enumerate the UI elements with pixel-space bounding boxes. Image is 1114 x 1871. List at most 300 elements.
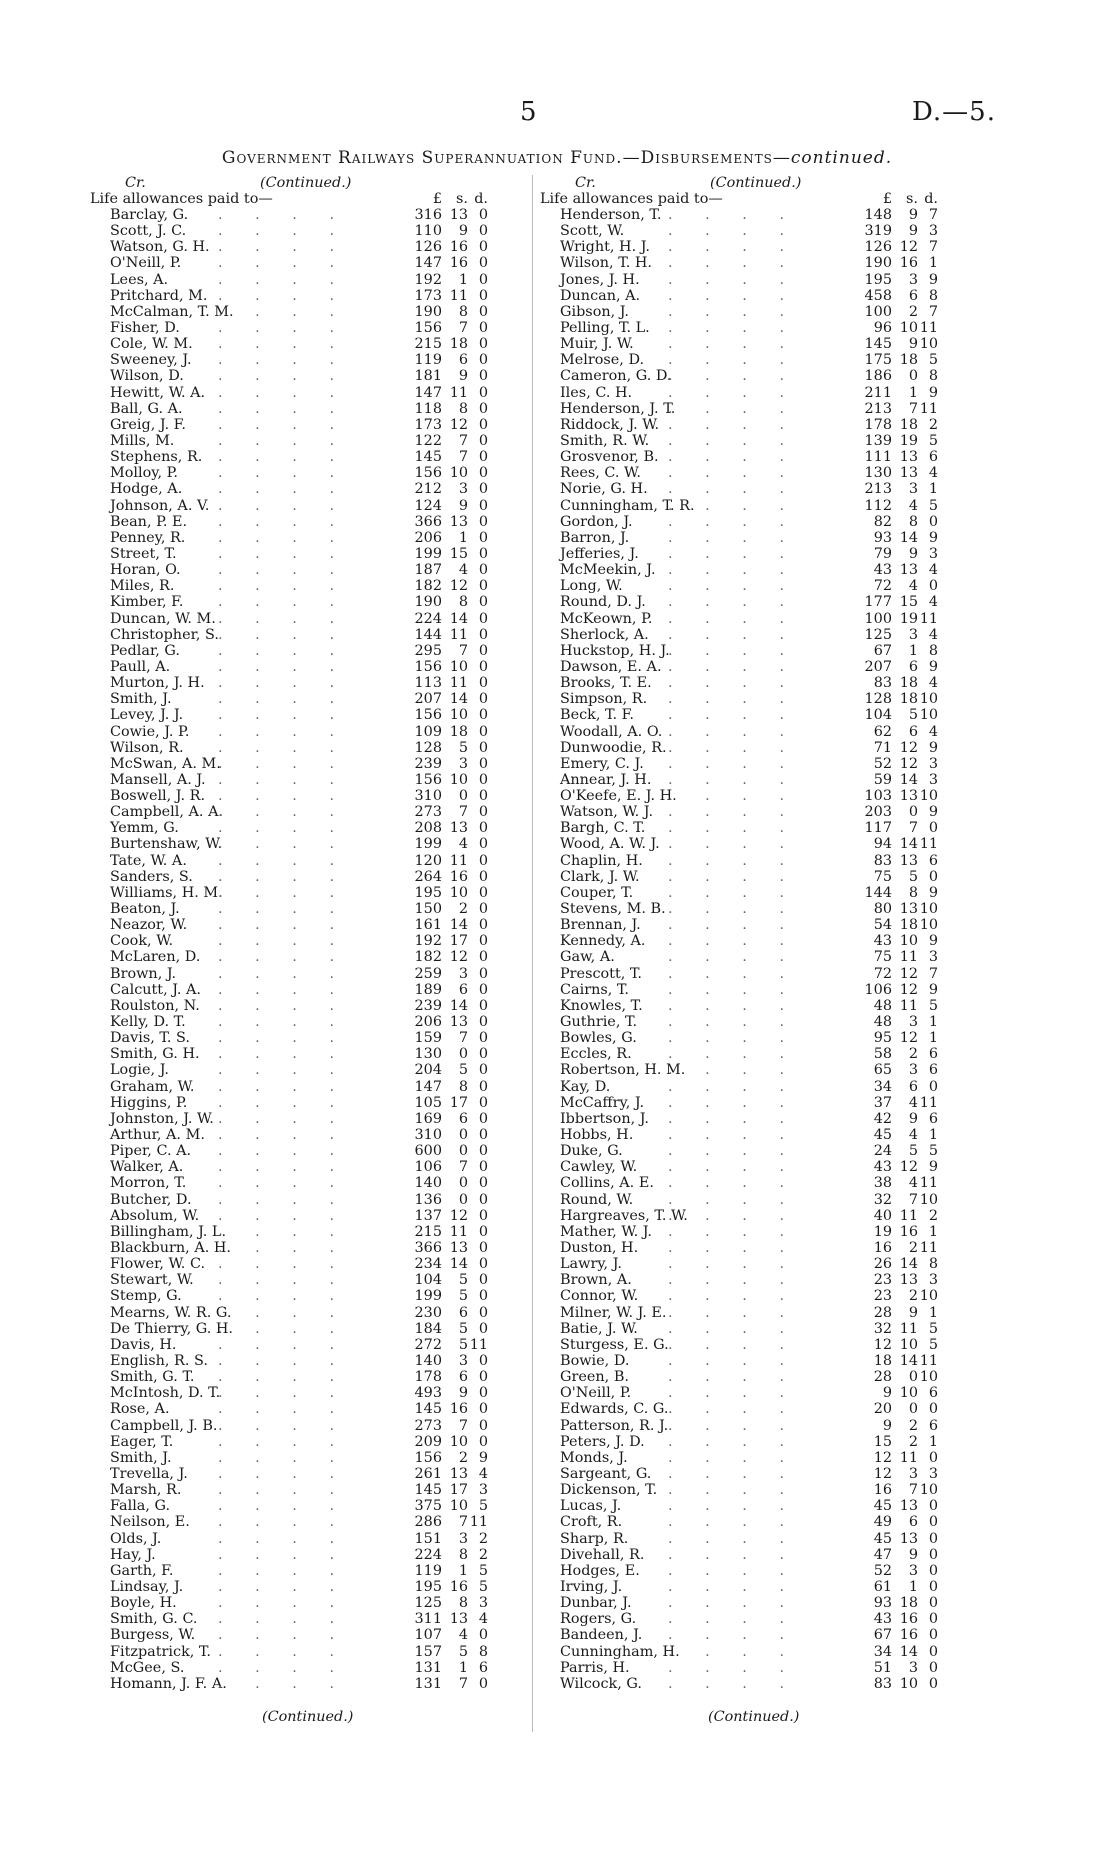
leader-dots: . . . . — [668, 820, 799, 837]
amount-shillings: 13 — [899, 1498, 918, 1515]
amount-pounds: 71 — [873, 739, 892, 756]
amount-pence: 3 — [928, 771, 938, 788]
table-row — [90, 627, 540, 643]
leader-dots: . . . . — [218, 255, 349, 272]
table-row — [90, 1272, 540, 1288]
amount-shillings: 14 — [899, 771, 918, 788]
leader-dots: . . . . — [668, 1562, 799, 1579]
table-row — [540, 1321, 990, 1337]
table-row — [540, 756, 990, 772]
leader-dots: . . . . — [668, 755, 799, 772]
leader-dots: . . . . — [218, 1369, 349, 1386]
leader-dots: . . . . — [218, 949, 349, 966]
leader-dots: . . . . — [668, 481, 799, 498]
amount-pounds: 79 — [873, 545, 892, 562]
pensioner-name: Johnson, A. V. — [110, 497, 210, 514]
amount-shillings: 4 — [458, 562, 468, 579]
table-row — [90, 1062, 540, 1078]
amount-shillings: 13 — [899, 852, 918, 869]
amount-pence: 0 — [478, 400, 488, 417]
pensioner-name: De Thierry, G. H. — [110, 1320, 233, 1337]
amount-pence: 0 — [478, 788, 488, 805]
leader-dots: . . . . — [218, 449, 349, 466]
pensioner-name: McLaren, D. — [110, 949, 201, 966]
pensioner-name: McCalman, T. M. — [110, 303, 234, 320]
amount-pence: 0 — [478, 271, 488, 288]
leader-dots: . . . . — [218, 1433, 349, 1450]
leader-dots: . . . . — [218, 1127, 349, 1144]
amount-pounds: 178 — [414, 1369, 442, 1386]
amount-pounds: 178 — [864, 416, 892, 433]
amount-pence: 10 — [919, 788, 938, 805]
pensioner-name: Gaw, A. — [560, 949, 615, 966]
amount-pence: 3 — [928, 1465, 938, 1482]
amount-pounds: 458 — [864, 287, 892, 304]
table-row — [540, 998, 990, 1014]
amount-shillings: 7 — [458, 319, 468, 336]
pensioner-name: Mearns, W. R. G. — [110, 1304, 232, 1321]
pensioner-name: Lawry, J. — [560, 1256, 622, 1273]
leader-dots: . . . . — [668, 1175, 799, 1192]
amount-shillings: 0 — [458, 1143, 468, 1160]
amount-pounds: 206 — [414, 529, 442, 546]
amount-shillings: 6 — [908, 287, 918, 304]
leader-dots: . . . . — [668, 529, 799, 546]
leader-dots: . . . . — [218, 1256, 349, 1273]
right-life-allowances-label: Life allowances paid to— — [540, 191, 723, 207]
table-row — [540, 917, 990, 933]
amount-pounds: 192 — [414, 271, 442, 288]
pensioner-name: Watson, W. J. — [560, 804, 654, 821]
pensioner-name: Mansell, A. J. — [110, 771, 206, 788]
pensioner-name: Street, T. — [110, 545, 177, 562]
amount-pounds: 12 — [873, 1336, 892, 1353]
amount-pounds: 109 — [414, 723, 442, 740]
amount-pounds: 43 — [873, 1159, 892, 1176]
amount-pence: 9 — [928, 739, 938, 756]
amount-pence: 0 — [478, 658, 488, 675]
leader-dots: . . . . — [218, 497, 349, 514]
table-row — [540, 804, 990, 820]
table-row — [90, 368, 540, 384]
amount-shillings: 3 — [908, 481, 918, 498]
amount-pounds: 189 — [414, 981, 442, 998]
amount-pounds: 16 — [873, 1240, 892, 1256]
amount-shillings: 18 — [899, 675, 918, 692]
pensioner-name: Pelling, T. L. — [560, 319, 650, 336]
table-row — [540, 385, 990, 401]
table-row — [90, 675, 540, 691]
amount-pounds: 26 — [873, 1256, 892, 1273]
amount-shillings: 16 — [899, 1611, 918, 1628]
amount-shillings: 8 — [458, 400, 468, 417]
leader-dots: . . . . — [668, 949, 799, 966]
amount-pounds: 32 — [873, 1191, 892, 1208]
amount-shillings: 10 — [449, 1433, 468, 1450]
pensioner-name: Cawley, W. — [560, 1159, 638, 1176]
pensioner-name: Henderson, J. T. — [560, 400, 676, 417]
table-row — [540, 933, 990, 949]
table-row — [540, 352, 990, 368]
leader-dots: . . . . — [668, 917, 799, 934]
amount-shillings: 9 — [458, 1385, 468, 1402]
amount-pence: 10 — [919, 917, 938, 934]
amount-pence: 11 — [919, 400, 938, 417]
amount-pounds: 187 — [414, 562, 442, 579]
leader-dots: . . . . — [668, 884, 799, 901]
pensioner-name: Pritchard, M. — [110, 287, 208, 304]
table-row — [540, 562, 990, 578]
amount-shillings: 14 — [899, 1352, 918, 1369]
amount-pounds: 145 — [414, 1401, 442, 1418]
table-row — [540, 1030, 990, 1046]
amount-pence: 9 — [478, 1449, 488, 1466]
leader-dots: . . . . — [218, 1546, 349, 1563]
table-row — [90, 1127, 540, 1143]
amount-shillings: 10 — [449, 707, 468, 724]
pensioner-name: Cairns, T. — [560, 981, 629, 998]
amount-pence: 0 — [478, 933, 488, 950]
pensioner-name: Smith, G. C. — [110, 1611, 198, 1628]
amount-pounds: 49 — [873, 1514, 892, 1531]
amount-pence: 4 — [928, 723, 938, 740]
amount-pounds: 151 — [414, 1530, 442, 1547]
amount-shillings: 10 — [899, 1675, 918, 1692]
pensioner-name: Billingham, J. L. — [110, 1223, 227, 1240]
table-row — [90, 1660, 540, 1676]
amount-pence: 5 — [928, 352, 938, 369]
pensioner-name: Wilson, T. H. — [560, 255, 652, 272]
amount-pence: 5 — [478, 1498, 488, 1515]
pensioner-name: Levey, J. J. — [110, 707, 184, 724]
amount-pounds: 230 — [414, 1304, 442, 1321]
amount-shillings: 9 — [908, 223, 918, 240]
leader-dots: . . . . — [218, 626, 349, 643]
table-row — [90, 611, 540, 627]
leader-dots: . . . . — [218, 691, 349, 708]
leader-dots: . . . . — [218, 1336, 349, 1353]
table-row — [540, 1305, 990, 1321]
pensioner-name: Guthrie, T. — [560, 1014, 638, 1031]
table-row — [540, 433, 990, 449]
table-row — [90, 255, 540, 271]
table-row — [540, 239, 990, 255]
left-pounds-header: £ — [432, 191, 442, 207]
pensioner-name: Wilson, R. — [110, 739, 184, 756]
right-footer-continued: (Continued.) — [708, 1709, 800, 1725]
leader-dots: . . . . — [668, 497, 799, 514]
amount-pounds: 80 — [873, 901, 892, 918]
leader-dots: . . . . — [218, 997, 349, 1014]
amount-shillings: 7 — [458, 1514, 468, 1531]
amount-pence: 6 — [478, 1659, 488, 1676]
amount-pounds: 16 — [873, 1482, 892, 1499]
amount-pounds: 131 — [414, 1659, 442, 1676]
pensioner-name: Cowie, J. P. — [110, 723, 190, 740]
leader-dots: . . . . — [218, 1578, 349, 1595]
amount-pence: 11 — [919, 836, 938, 853]
amount-shillings: 8 — [908, 884, 918, 901]
pensioner-name: Bowles, G. — [560, 1030, 637, 1047]
amount-pounds: 120 — [414, 852, 442, 869]
left-continued-label: (Continued.) — [260, 175, 352, 191]
leader-dots: . . . . — [668, 836, 799, 853]
pensioner-name: Woodall, A. O. — [560, 723, 663, 740]
amount-pounds: 182 — [414, 949, 442, 966]
table-row — [90, 659, 540, 675]
table-row — [90, 1644, 540, 1660]
amount-pence: 0 — [478, 1046, 488, 1063]
amount-pence: 5 — [928, 997, 938, 1014]
leader-dots: . . . . — [218, 1627, 349, 1644]
pensioner-name: Olds, J. — [110, 1530, 162, 1547]
table-row — [540, 1579, 990, 1595]
leader-dots: . . . . — [218, 1143, 349, 1160]
table-row — [90, 417, 540, 433]
pensioner-name: Bargh, C. T. — [560, 820, 646, 837]
amount-pounds: 159 — [414, 1030, 442, 1047]
amount-shillings: 14 — [449, 691, 468, 708]
amount-pence: 0 — [478, 739, 488, 756]
leader-dots: . . . . — [218, 1207, 349, 1224]
table-row — [540, 1627, 990, 1643]
table-row — [90, 1385, 540, 1401]
pensioner-name: Round, W. — [560, 1191, 634, 1208]
leader-dots: . . . . — [218, 271, 349, 288]
table-row — [540, 869, 990, 885]
pensioner-name: Wilson, D. — [110, 368, 184, 385]
leader-dots: . . . . — [668, 1240, 799, 1256]
pensioner-name: Brooks, T. E. — [560, 675, 652, 692]
amount-pence: 0 — [478, 1062, 488, 1079]
table-row — [90, 804, 540, 820]
amount-pence: 0 — [478, 1223, 488, 1240]
pensioner-name: Monds, J. — [560, 1449, 628, 1466]
table-row — [540, 465, 990, 481]
amount-pounds: 131 — [414, 1675, 442, 1692]
amount-pounds: 264 — [414, 868, 442, 885]
amount-pounds: 45 — [873, 1498, 892, 1515]
amount-pounds: 161 — [414, 917, 442, 934]
leader-dots: . . . . — [668, 771, 799, 788]
amount-pounds: 59 — [873, 771, 892, 788]
leader-dots: . . . . — [218, 287, 349, 304]
amount-shillings: 18 — [449, 723, 468, 740]
table-row — [540, 966, 990, 982]
table-row — [540, 1369, 990, 1385]
pensioner-name: Collins, A. E. — [560, 1175, 654, 1192]
table-row — [90, 1288, 540, 1304]
leader-dots: . . . . — [668, 901, 799, 918]
amount-pounds: 273 — [414, 1417, 442, 1434]
table-row — [540, 1337, 990, 1353]
pensioner-name: Sturgess, E. G. — [560, 1336, 669, 1353]
amount-pounds: 95 — [873, 1030, 892, 1047]
leader-dots: . . . . — [668, 804, 799, 821]
table-row — [540, 1531, 990, 1547]
amount-pence: 8 — [928, 287, 938, 304]
amount-shillings: 13 — [449, 820, 468, 837]
amount-pence: 9 — [928, 658, 938, 675]
table-row — [90, 853, 540, 869]
amount-shillings: 6 — [908, 1078, 918, 1095]
amount-shillings: 1 — [908, 384, 918, 401]
pensioner-name: Williams, H. M. — [110, 884, 223, 901]
amount-pounds: 224 — [414, 1546, 442, 1563]
pensioner-name: Sweeney, J. — [110, 352, 192, 369]
amount-shillings: 3 — [908, 1562, 918, 1579]
leader-dots: . . . . — [218, 1288, 349, 1305]
leader-dots: . . . . — [218, 578, 349, 595]
pensioner-name: Cunningham, T. R. — [560, 497, 695, 514]
leader-dots: . . . . — [218, 1094, 349, 1111]
table-row — [540, 820, 990, 836]
leader-dots: . . . . — [218, 820, 349, 837]
pensioner-name: Morron, T. — [110, 1175, 187, 1192]
table-row — [90, 1401, 540, 1417]
left-allowance-list — [90, 207, 540, 1692]
table-row — [540, 1514, 990, 1530]
amount-shillings: 7 — [908, 400, 918, 417]
leader-dots: . . . . — [668, 319, 799, 336]
table-row — [90, 1514, 540, 1530]
amount-pounds: 199 — [414, 545, 442, 562]
amount-pounds: 105 — [414, 1094, 442, 1111]
pensioner-name: Kelly, D. T. — [110, 1014, 186, 1031]
amount-pence: 0 — [928, 1514, 938, 1531]
leader-dots: . . . . — [668, 1030, 799, 1047]
amount-pounds: 184 — [414, 1320, 442, 1337]
table-row — [90, 1369, 540, 1385]
table-row — [90, 1466, 540, 1482]
amount-pounds: 295 — [414, 642, 442, 659]
pensioner-name: Homann, J. F. A. — [110, 1675, 227, 1692]
pensioner-name: Garth, F. — [110, 1562, 174, 1579]
amount-pounds: 18 — [873, 1352, 892, 1369]
leader-dots: . . . . — [668, 933, 799, 950]
leader-dots: . . . . — [668, 271, 799, 288]
amount-shillings: 12 — [449, 1207, 468, 1224]
amount-pounds: 156 — [414, 658, 442, 675]
amount-pounds: 137 — [414, 1207, 442, 1224]
leader-dots: . . . . — [218, 368, 349, 385]
leader-dots: . . . . — [668, 513, 799, 530]
amount-pounds: 213 — [864, 481, 892, 498]
amount-shillings: 8 — [458, 1595, 468, 1612]
amount-shillings: 8 — [458, 1078, 468, 1095]
amount-pence: 0 — [478, 578, 488, 595]
leader-dots: . . . . — [218, 400, 349, 417]
amount-shillings: 13 — [899, 788, 918, 805]
amount-shillings: 13 — [899, 1530, 918, 1547]
leader-dots: . . . . — [668, 981, 799, 998]
amount-pence: 10 — [919, 1191, 938, 1208]
leader-dots: . . . . — [218, 1223, 349, 1240]
table-row — [540, 1240, 990, 1256]
table-row — [540, 1014, 990, 1030]
table-row — [540, 724, 990, 740]
left-cr-label: Cr. — [125, 175, 146, 191]
amount-pence: 0 — [928, 1562, 938, 1579]
amount-pence: 9 — [928, 384, 938, 401]
pensioner-name: Duke, G. — [560, 1143, 623, 1160]
leader-dots: . . . . — [668, 1401, 799, 1418]
leader-dots: . . . . — [668, 207, 799, 223]
amount-pence: 10 — [919, 1288, 938, 1305]
amount-pence: 5 — [928, 1336, 938, 1353]
leader-dots: . . . . — [218, 965, 349, 982]
leader-dots: . . . . — [668, 1062, 799, 1079]
title-main: Government Railways Superannuation Fund.—Disbursements— — [221, 148, 791, 168]
leader-dots: . . . . — [668, 432, 799, 449]
amount-pence: 0 — [478, 1320, 488, 1337]
pensioner-name: Lindsay, J. — [110, 1578, 184, 1595]
amount-pence: 0 — [478, 336, 488, 353]
amount-pounds: 150 — [414, 901, 442, 918]
table-row — [540, 1208, 990, 1224]
amount-pence: 1 — [928, 1223, 938, 1240]
amount-pounds: 100 — [864, 610, 892, 627]
amount-shillings: 1 — [908, 1578, 918, 1595]
amount-pounds: 45 — [873, 1530, 892, 1547]
leader-dots: . . . . — [218, 352, 349, 369]
leader-dots: . . . . — [218, 1304, 349, 1321]
leader-dots: . . . . — [218, 1046, 349, 1063]
pensioner-name: Yemm, G. — [110, 820, 179, 837]
amount-pence: 6 — [928, 1062, 938, 1079]
amount-pence: 0 — [928, 578, 938, 595]
amount-pence: 0 — [928, 1401, 938, 1418]
amount-shillings: 16 — [449, 868, 468, 885]
table-row — [540, 627, 990, 643]
amount-shillings: 10 — [899, 933, 918, 950]
table-row — [90, 530, 540, 546]
table-row — [90, 901, 540, 917]
amount-pence: 0 — [478, 917, 488, 934]
amount-shillings: 13 — [449, 1014, 468, 1031]
leader-dots: . . . . — [668, 1385, 799, 1402]
amount-pence: 0 — [928, 1449, 938, 1466]
amount-pounds: 96 — [873, 319, 892, 336]
amount-pounds: 144 — [414, 626, 442, 643]
leader-dots: . . . . — [668, 852, 799, 869]
amount-shillings: 2 — [908, 1288, 918, 1305]
amount-pounds: 209 — [414, 1433, 442, 1450]
left-column-header — [90, 175, 540, 191]
amount-pounds: 67 — [873, 642, 892, 659]
amount-pounds: 9 — [882, 1385, 892, 1402]
table-row — [540, 982, 990, 998]
amount-pounds: 52 — [873, 1562, 892, 1579]
left-footer-continued: (Continued.) — [262, 1709, 354, 1725]
amount-pounds: 34 — [873, 1643, 892, 1660]
amount-shillings: 2 — [458, 901, 468, 918]
pensioner-name: Sharp, R. — [560, 1530, 629, 1547]
table-row — [90, 207, 540, 223]
amount-shillings: 6 — [908, 723, 918, 740]
amount-shillings: 5 — [458, 1336, 468, 1353]
pensioner-name: Horan, O. — [110, 562, 181, 579]
pensioner-name: Wood, A. W. J. — [560, 836, 660, 853]
amount-pounds: 65 — [873, 1062, 892, 1079]
table-row — [540, 1595, 990, 1611]
amount-shillings: 17 — [449, 1094, 468, 1111]
amount-pounds: 103 — [864, 788, 892, 805]
amount-shillings: 12 — [449, 416, 468, 433]
table-row — [90, 465, 540, 481]
amount-shillings: 6 — [458, 352, 468, 369]
amount-shillings: 0 — [908, 1369, 918, 1386]
